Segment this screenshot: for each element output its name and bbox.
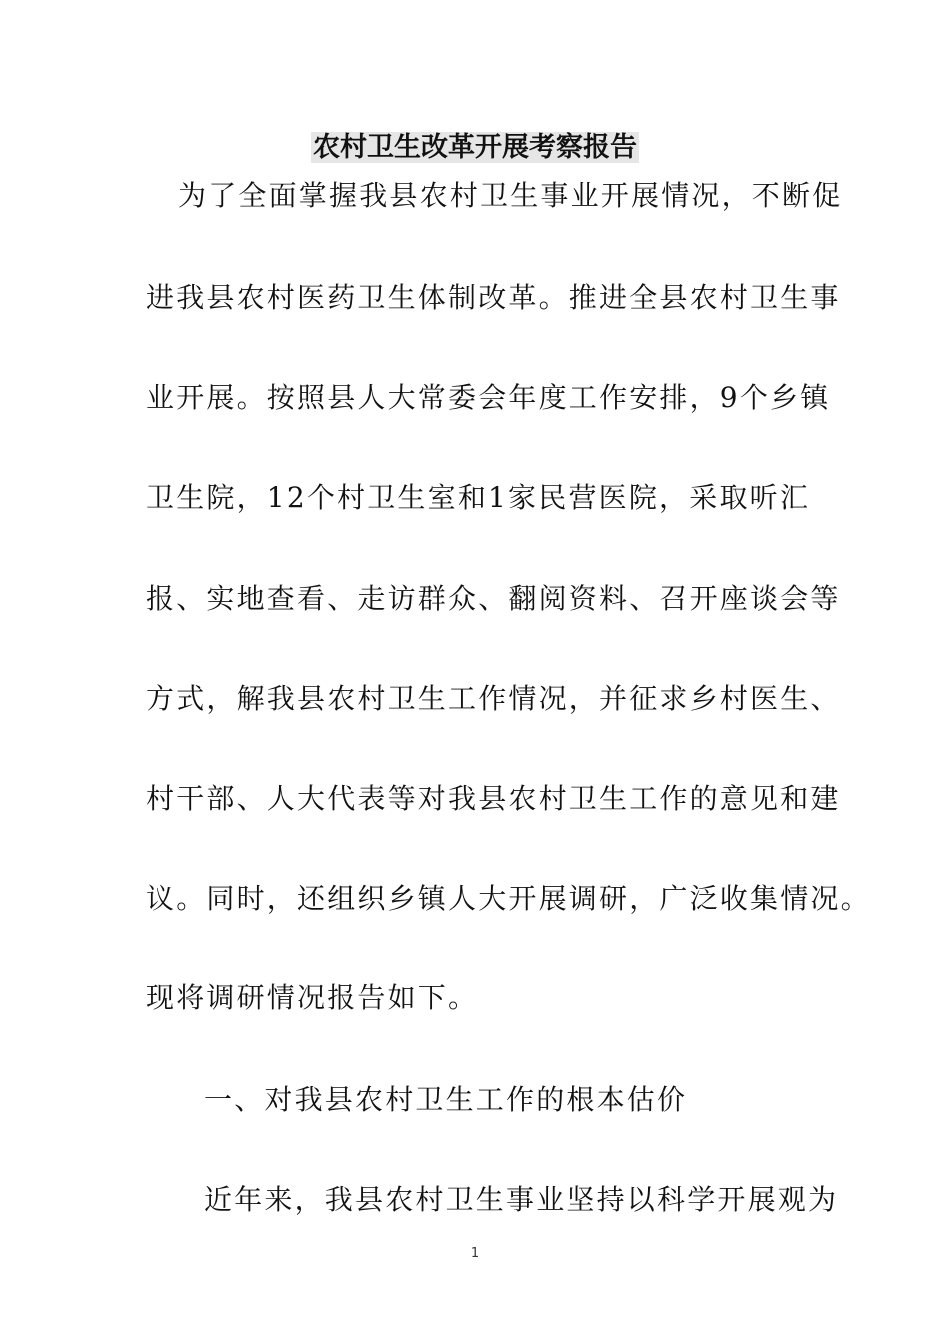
page-number: 1 (470, 1246, 480, 1261)
paragraph-line: 卫生院，12个村卫生室和1家民营医院，采取听汇 (146, 481, 811, 514)
paragraph-line: 近年来，我县农村卫生事业坚持以科学开展观为 (204, 1183, 839, 1216)
section-heading: 一、对我县农村卫生工作的根本估价 (204, 1083, 688, 1116)
paragraph-line: 进我县农村医药卫生体制改革。推进全县农村卫生事 (146, 281, 841, 314)
paragraph-line: 报、实地查看、走访群众、翻阅资料、召开座谈会等 (146, 582, 841, 615)
paragraph-line: 为了全面掌握我县农村卫生事业开展情况，不断促 (178, 179, 843, 212)
paragraph-line: 现将调研情况报告如下。 (146, 981, 479, 1014)
document-title (0, 130, 950, 166)
paragraph-line: 村干部、人大代表等对我县农村卫生工作的意见和建 (146, 782, 841, 815)
document-title-text: 农村卫生改革开展考察报告 (313, 132, 637, 163)
paragraph-line: 议。同时，还组织乡镇人大开展调研，广泛收集情况。 (146, 882, 871, 915)
paragraph-line: 方式，解我县农村卫生工作情况，并征求乡村医生、 (146, 682, 841, 715)
paragraph-line: 业开展。按照县人大常委会年度工作安排，9个乡镇 (146, 381, 831, 414)
